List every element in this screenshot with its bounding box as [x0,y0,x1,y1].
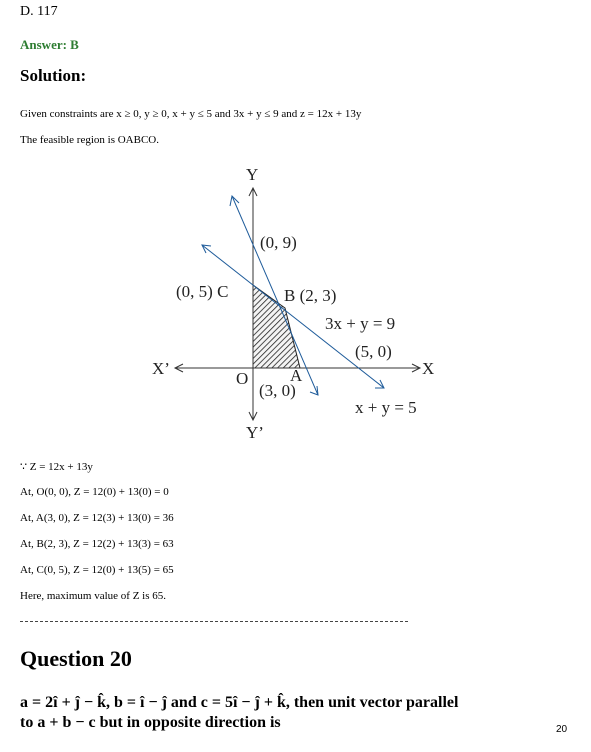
point-c-label: (0, 5) C [176,282,229,301]
eval-a: At, A(3, 0), Z = 12(3) + 13(0) = 36 [20,512,174,524]
point-b-label: B (2, 3) [284,286,337,305]
question-line-2: to a + b − c but in opposite direction is [20,714,281,731]
page-number: 20 [556,724,568,735]
eval-b: At, B(2, 3), Z = 12(2) + 13(3) = 63 [20,538,174,550]
feasible-region-text: The feasible region is OABCO. [20,134,159,146]
constraints-text: Given constraints are x ≥ 0, y ≥ 0, x + y ≤ 5 and 3x + y ≤ 9 and z = 12x + 13y [20,108,362,120]
x-axis-label: X [422,359,435,378]
section-divider [20,621,408,622]
point-a-label: A [290,366,303,385]
point-0-9-label: (0, 9) [260,233,297,252]
y-axis-label: Y [246,165,259,184]
line1-arrow-bottom [310,386,318,395]
origin-label: O [236,369,249,388]
x-axis-neg-label: X’ [152,359,170,378]
question-heading: Question 20 [20,646,132,671]
line2-label: x + y = 5 [355,398,417,417]
conclusion-text: Here, maximum value of Z is 65. [20,590,167,602]
eval-o: At, O(0, 0), Z = 12(0) + 13(0) = 0 [20,486,169,498]
line1-label: 3x + y = 9 [325,314,396,333]
z-definition: ∵ Z = 12x + 13y [20,461,93,473]
eval-c: At, C(0, 5), Z = 12(0) + 13(5) = 65 [20,564,174,576]
y-axis-neg-label: Y’ [246,423,264,442]
answer-label: Answer: B [20,37,79,52]
point-5-0-label: (5, 0) [355,342,392,361]
point-3-0-label: (3, 0) [259,381,296,400]
option-d: D. 117 [20,4,58,19]
solution-heading: Solution: [20,66,87,85]
question-line-1: a = 2î + ĵ − k̂, b = î − ĵ and c = 5î − ĵ + k̂, then unit vector parallel [20,694,459,711]
